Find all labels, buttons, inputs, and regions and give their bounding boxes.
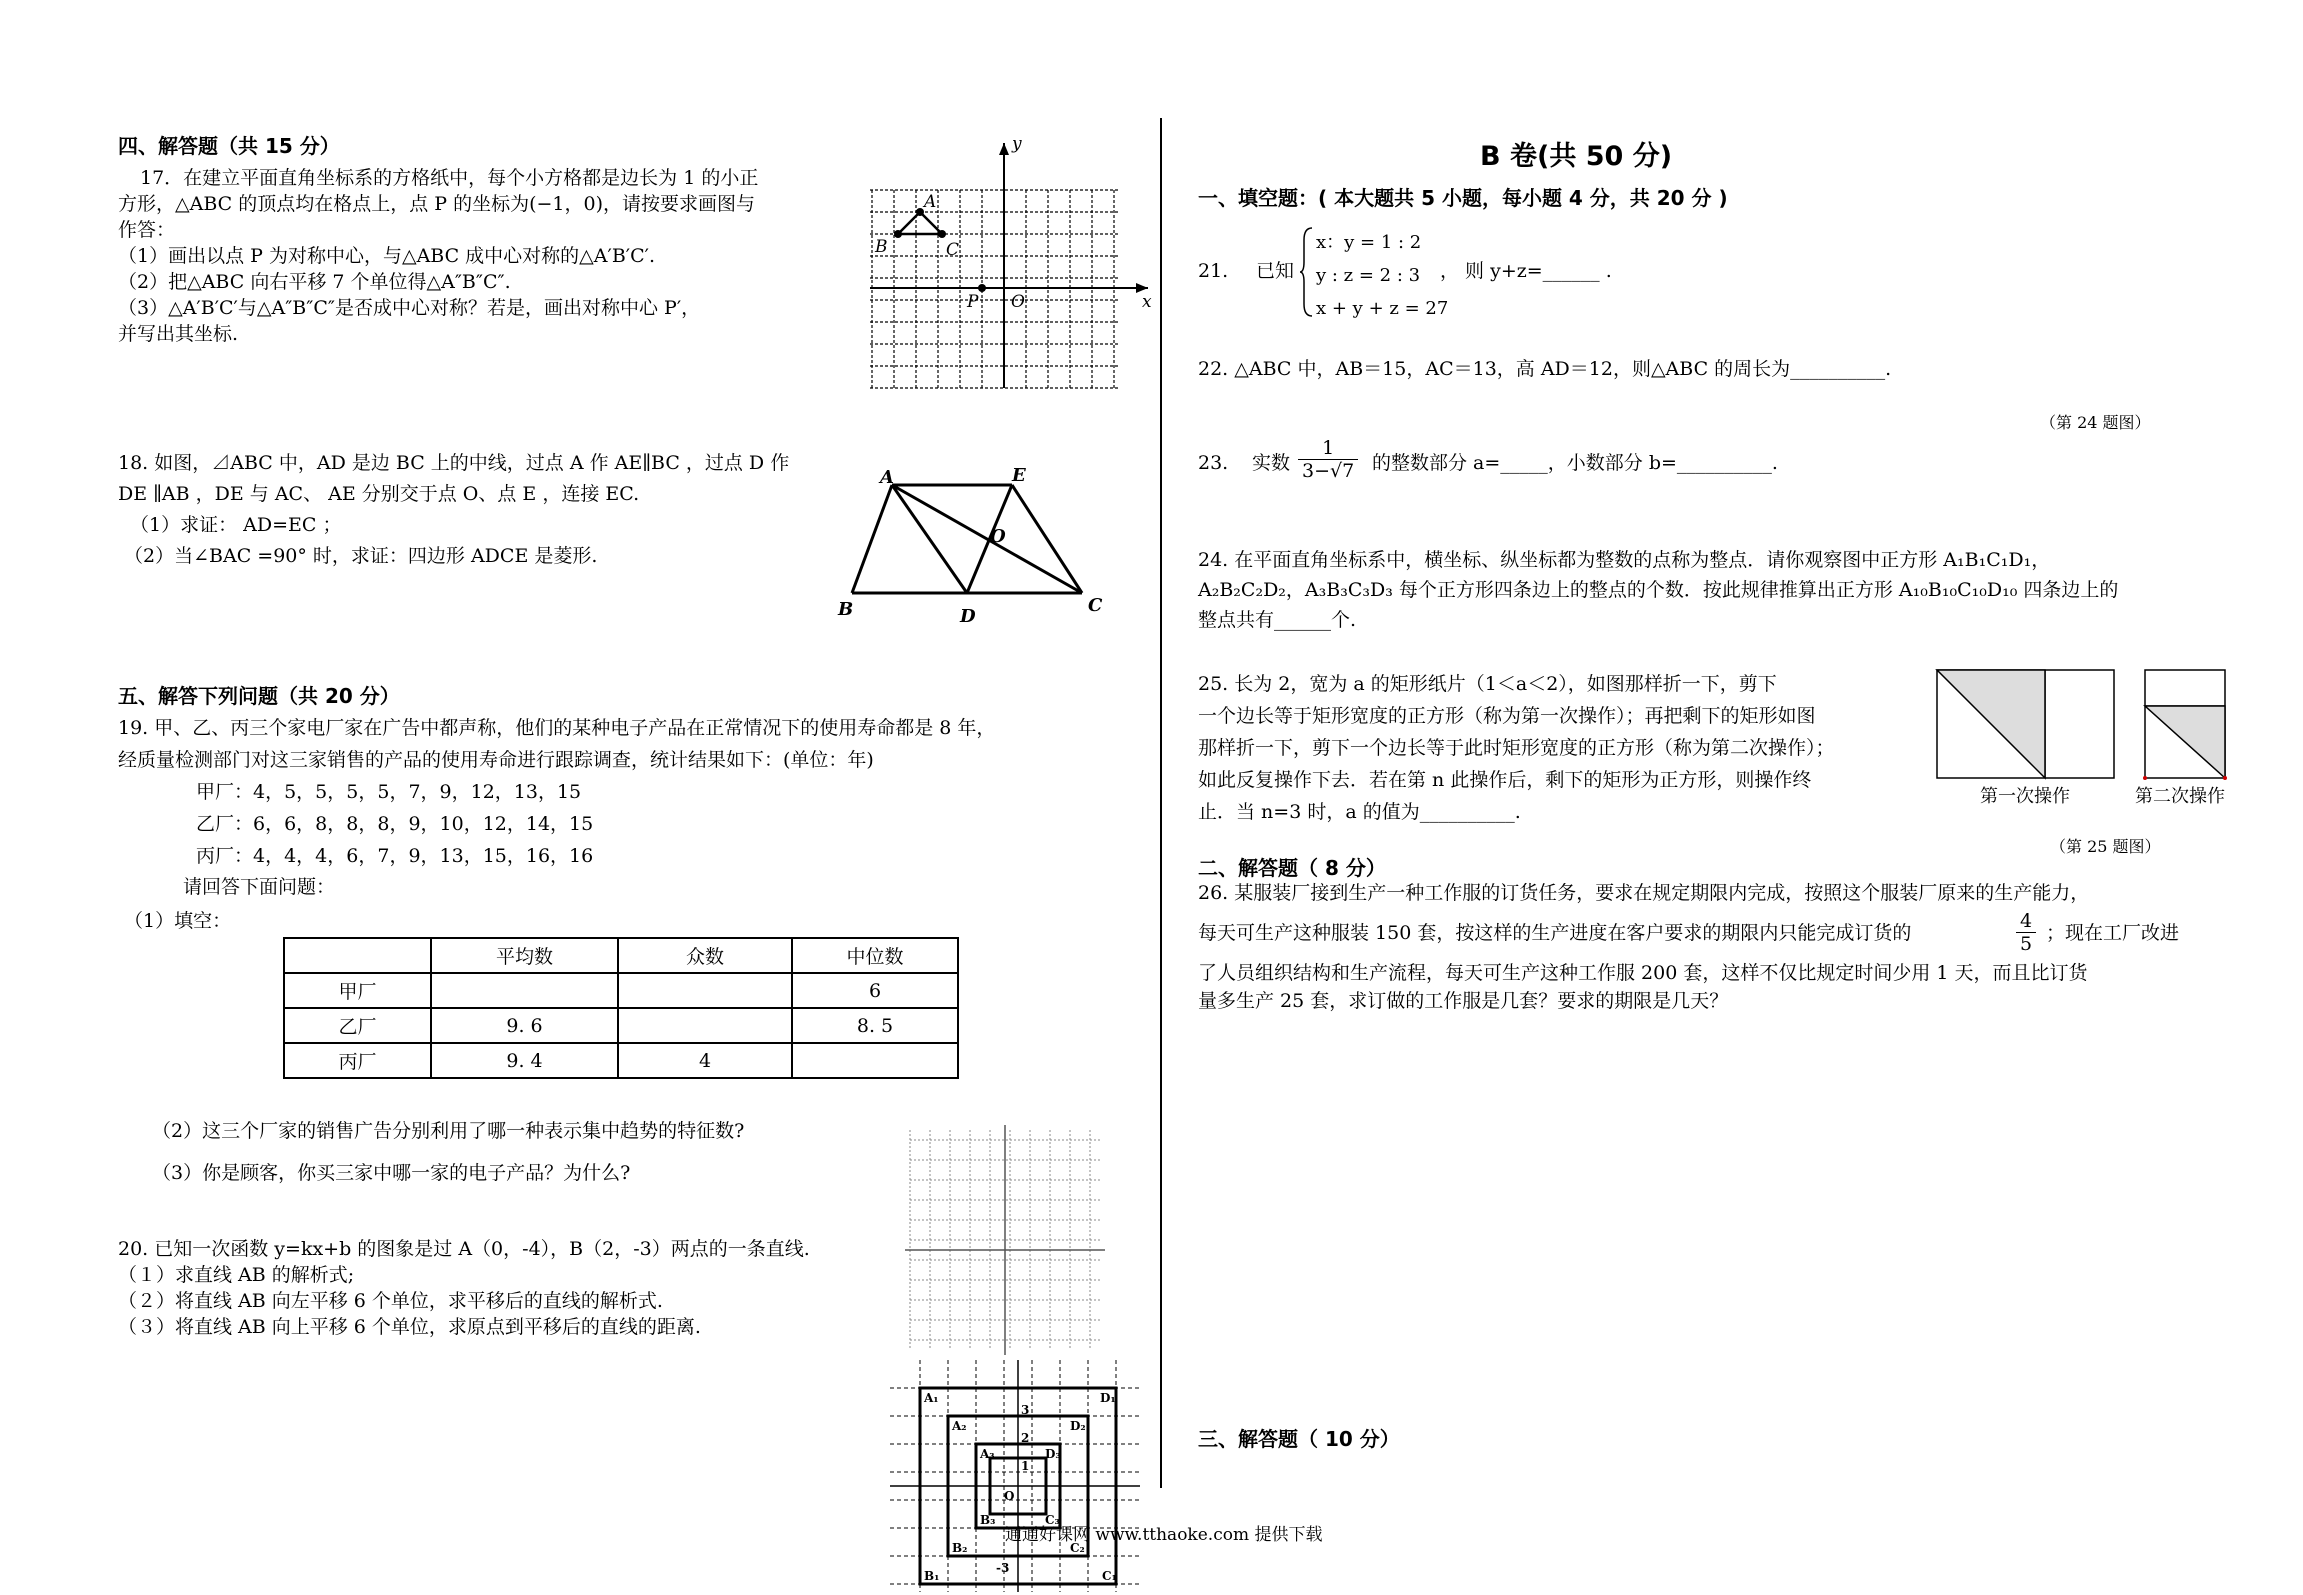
q25-line: 25. 长为 2，宽为 a 的矩形纸片（1＜a＜2），如图那样折一下，剪下 xyxy=(1198,673,1777,695)
q24-line: 24. 在平面直角坐标系中，横坐标、纵坐标都为整数的点称为整点．请你观察图中正方形 A₁B₁C₁D₁， xyxy=(1198,549,2051,571)
table-cell: 9. 4 xyxy=(431,1043,618,1078)
label-o: O xyxy=(990,526,1006,547)
q23-pre: 实数 xyxy=(1252,452,1291,474)
q17-line: 作答： xyxy=(118,219,176,241)
fig24-concentric-squares xyxy=(890,1360,1140,1592)
table-cell xyxy=(618,973,792,1008)
label-a: A xyxy=(880,467,894,488)
point-a-label: A xyxy=(924,192,937,212)
label-c1: C₁ xyxy=(1102,1569,1117,1583)
table-cell xyxy=(792,1043,958,1078)
q25-line: 止．当 n=3 时，a 的值为__________. xyxy=(1198,801,1521,823)
table-cell: 8. 5 xyxy=(792,1008,958,1043)
table-header: 平均数 xyxy=(431,938,618,973)
fraction-denominator: 3−√7 xyxy=(1302,460,1355,482)
q18-line: DE ∥AB ，DE 与 AC、 AE 分别交于点 O、点 E ，连接 EC. xyxy=(118,483,640,505)
column-divider xyxy=(1160,118,1162,1488)
table-row xyxy=(284,1043,958,1078)
label-c2: C₂ xyxy=(1070,1541,1085,1555)
q19-line: 经质量检测部门对这三家销售的产品的使用寿命进行跟踪调查，统计结果如下：(单位：年) xyxy=(118,749,874,771)
q26-line1: 26. 某服装厂接到生产一种工作服的订货任务，要求在规定期限内完成，按照这个服装厂原来的生产能力， xyxy=(1198,882,2090,904)
q23-post: 的整数部分 a=_____，小数部分 b=__________. xyxy=(1372,452,1778,474)
fraction-denominator: 5 xyxy=(2020,933,2033,955)
table-header xyxy=(284,938,431,973)
q24-text xyxy=(1198,545,2118,635)
table-cell xyxy=(431,973,618,1008)
tick-label: 1 xyxy=(1021,1459,1030,1473)
q26-line2-pre: 每天可生产这种服装 150 套，按这样的生产进度在客户要求的期限内只能完成订货的 xyxy=(1198,922,1912,944)
q25-line: 一个边长等于矩形宽度的正方形（称为第一次操作）；再把剩下的矩形如图 xyxy=(1198,705,1816,727)
stats-table xyxy=(283,937,959,1079)
table-header: 中位数 xyxy=(792,938,958,973)
left-brace xyxy=(1300,226,1314,318)
point-p-label: P xyxy=(967,292,979,312)
tick-label: -3 xyxy=(996,1561,1010,1575)
q26-line2-post: ；现在工厂改进 xyxy=(2046,922,2180,944)
q19-part2: （2）这三个厂家的销售广告分别利用了哪一种表示集中趋势的特征数? xyxy=(152,1120,745,1142)
x-axis-label: x xyxy=(1142,292,1152,312)
q18-line: （1）求证： AD=EC ； xyxy=(130,514,342,536)
q18-line: 18. 如图，⊿ABC 中，AD 是边 BC 上的中线，过点 A 作 AE∥BC ，过点 D 作 xyxy=(118,452,790,474)
right-section3-heading: 三、解答题（ 10 分） xyxy=(1198,1427,1400,1451)
q20-line: 20. 已知一次函数 y=kx+b 的图象是过 A（0，-4），B（2，-3）两点的一条直线. xyxy=(118,1238,810,1260)
table-cell: 4 xyxy=(618,1043,792,1078)
factory-data-line: 乙厂：6，6，8，8，8，9，10，12，14，15 xyxy=(196,813,594,835)
table-row xyxy=(284,1008,958,1043)
q25-op1-label: 第一次操作 xyxy=(1980,786,2070,807)
table-cell: 甲厂 xyxy=(284,973,431,1008)
tick-label: 2 xyxy=(1021,1431,1030,1445)
q20-line: （３）将直线 AB 向上平移 6 个单位，求原点到平移后的直线的距离. xyxy=(118,1316,701,1338)
right-section2-heading: 二、解答题（ 8 分） xyxy=(1198,856,1386,880)
table-row xyxy=(284,973,958,1008)
q17-line: （3）△A′B′C′与△A″B″C″是否成中心对称？若是，画出对称中心 P′， xyxy=(118,297,701,319)
label-c: C xyxy=(1088,595,1103,616)
label-a2: A₂ xyxy=(952,1419,967,1433)
q19-fill-label: （1）填空： xyxy=(124,910,232,932)
q17-line: 并写出其坐标. xyxy=(118,323,239,345)
q24-line: A₂B₂C₂D₂，A₃B₃C₃D₃ 每个正方形四条边上的整点的个数．按此规律推算出正方形 A₁₀B₁₀C₁₀D₁₀ 四条边上的 xyxy=(1198,579,2119,601)
q18-text xyxy=(118,448,789,572)
table-cell: 乙厂 xyxy=(284,1008,431,1043)
fraction-numerator: 1 xyxy=(1298,437,1358,460)
label-d3: D₃ xyxy=(1045,1447,1061,1461)
table-cell: 9. 6 xyxy=(431,1008,618,1043)
equation: x + y + z = 27 xyxy=(1316,298,1449,319)
q24-line: 整点共有______个. xyxy=(1198,609,1357,631)
equation: x：y = 1 : 2 xyxy=(1316,232,1422,253)
q20-text xyxy=(118,1236,810,1340)
q21-system xyxy=(1316,226,1448,325)
label-b1: B₁ xyxy=(924,1569,940,1583)
label-origin: O xyxy=(1004,1489,1015,1503)
q17-grid-figure xyxy=(870,134,1152,395)
q23-fraction xyxy=(1298,437,1358,482)
label-c3: C₃ xyxy=(1045,1513,1060,1527)
table-header-row xyxy=(284,938,958,973)
q26-fraction xyxy=(2016,910,2036,955)
factory-data-line: 甲厂：4，5，5，5，5，7，9，12，13，15 xyxy=(196,781,582,803)
q20-grid-figure xyxy=(905,1125,1105,1355)
label-b2: B₂ xyxy=(952,1541,968,1555)
right-section1-heading: 一、填空题：( 本大题共 5 小题，每小题 4 分，共 20 分 ) xyxy=(1198,186,1728,210)
q19-text xyxy=(118,712,995,776)
q17-line: 方形，△ABC 的顶点均在格点上，点 P 的坐标为(−1，0)，请按要求画图与 xyxy=(118,193,756,215)
q21-number: 21. xyxy=(1198,260,1229,282)
q25-line: 如此反复操作下去．若在第 n 此操作后，剩下的矩形为正方形，则操作终 xyxy=(1198,769,1812,791)
q25-line: 那样折一下，剪下一个边长等于此时矩形宽度的正方形（称为第二次操作）； xyxy=(1198,737,1835,759)
q25-figure xyxy=(1935,668,2235,783)
point-b-label: B xyxy=(875,237,888,257)
section4-heading: 四、解答题（共 15 分） xyxy=(118,134,340,158)
footer-source: 通通好课网 www.tthaoke.com 提供下载 xyxy=(1005,1525,1323,1545)
table-header: 众数 xyxy=(618,938,792,973)
label-a3: A₃ xyxy=(980,1447,995,1461)
q19-prompt: 请回答下面问题： xyxy=(183,876,336,898)
label-d2: D₂ xyxy=(1070,1419,1086,1433)
q21-known: 已知 xyxy=(1256,260,1295,282)
b-paper-title: B 卷(共 50 分) xyxy=(1480,141,1673,172)
table-cell xyxy=(618,1008,792,1043)
q17-line: 17．在建立平面直角坐标系的方格纸中，每个小方格都是边长为 1 的小正 xyxy=(140,167,759,189)
label-e: E xyxy=(1012,465,1026,486)
point-c-label: C xyxy=(946,240,960,260)
label-b3: B₃ xyxy=(980,1513,996,1527)
table-cell: 6 xyxy=(792,973,958,1008)
q18-line: （2）当∠BAC =90° 时，求证：四边形 ADCE 是菱形. xyxy=(124,545,598,567)
q23-number: 23. xyxy=(1198,452,1229,474)
q20-line: （１）求直线 AB 的解析式; xyxy=(118,1264,355,1286)
origin-label: O xyxy=(1011,292,1025,312)
equation: y : z = 2 : 3 xyxy=(1316,265,1421,286)
q25-op2-label: 第二次操作 xyxy=(2135,786,2225,807)
fig24-caption: （第 24 题图） xyxy=(2040,413,2151,432)
fraction-numerator: 4 xyxy=(2016,910,2036,933)
table-cell: 丙厂 xyxy=(284,1043,431,1078)
label-b: B xyxy=(838,599,854,620)
section5-heading: 五、解答下列问题（共 20 分） xyxy=(118,684,400,708)
q26-line4: 量多生产 25 套，求订做的工作服是几套？要求的期限是几天？ xyxy=(1198,990,1729,1012)
q22-text: 22. △ABC 中，AB＝15，AC＝13，高 AD＝12，则△ABC 的周长为__________. xyxy=(1198,358,1892,380)
q26-line3: 了人员组织结构和生产流程，每天可生产这种工作服 200 套，这样不仅比规定时间少用 1 天，而且比订货 xyxy=(1198,962,2088,984)
q20-line: （２）将直线 AB 向左平移 6 个单位，求平移后的直线的解析式. xyxy=(118,1290,663,1312)
q19-line: 19. 甲、乙、丙三个家电厂家在广告中都声称，他们的某种电子产品在正常情况下的使用寿命都是 8 年， xyxy=(118,717,996,739)
factory-data-line: 丙厂：4，4，4，6，7，9，13，15，16，16 xyxy=(196,845,594,867)
q18-figure xyxy=(830,465,1120,630)
q17-text xyxy=(118,165,758,347)
q21-ask: ， 则 y+z=______ . xyxy=(1440,260,1612,282)
q17-line: （1）画出以点 P 为对称中心，与△ABC 成中心对称的△A′B′C′. xyxy=(118,245,655,267)
q25-text xyxy=(1198,668,1835,828)
y-axis-label: y xyxy=(1012,134,1022,154)
fig25-caption: （第 25 题图） xyxy=(2050,837,2161,856)
q19-data xyxy=(196,776,593,872)
tick-label: 3 xyxy=(1021,1403,1030,1417)
label-d1: D₁ xyxy=(1100,1391,1116,1405)
q19-part3: （3）你是顾客，你买三家中哪一家的电子产品？为什么? xyxy=(152,1162,631,1184)
label-a1: A₁ xyxy=(924,1391,939,1405)
label-d: D xyxy=(960,606,976,627)
q17-line: （2）把△ABC 向右平移 7 个单位得△A″B″C″. xyxy=(118,271,511,293)
